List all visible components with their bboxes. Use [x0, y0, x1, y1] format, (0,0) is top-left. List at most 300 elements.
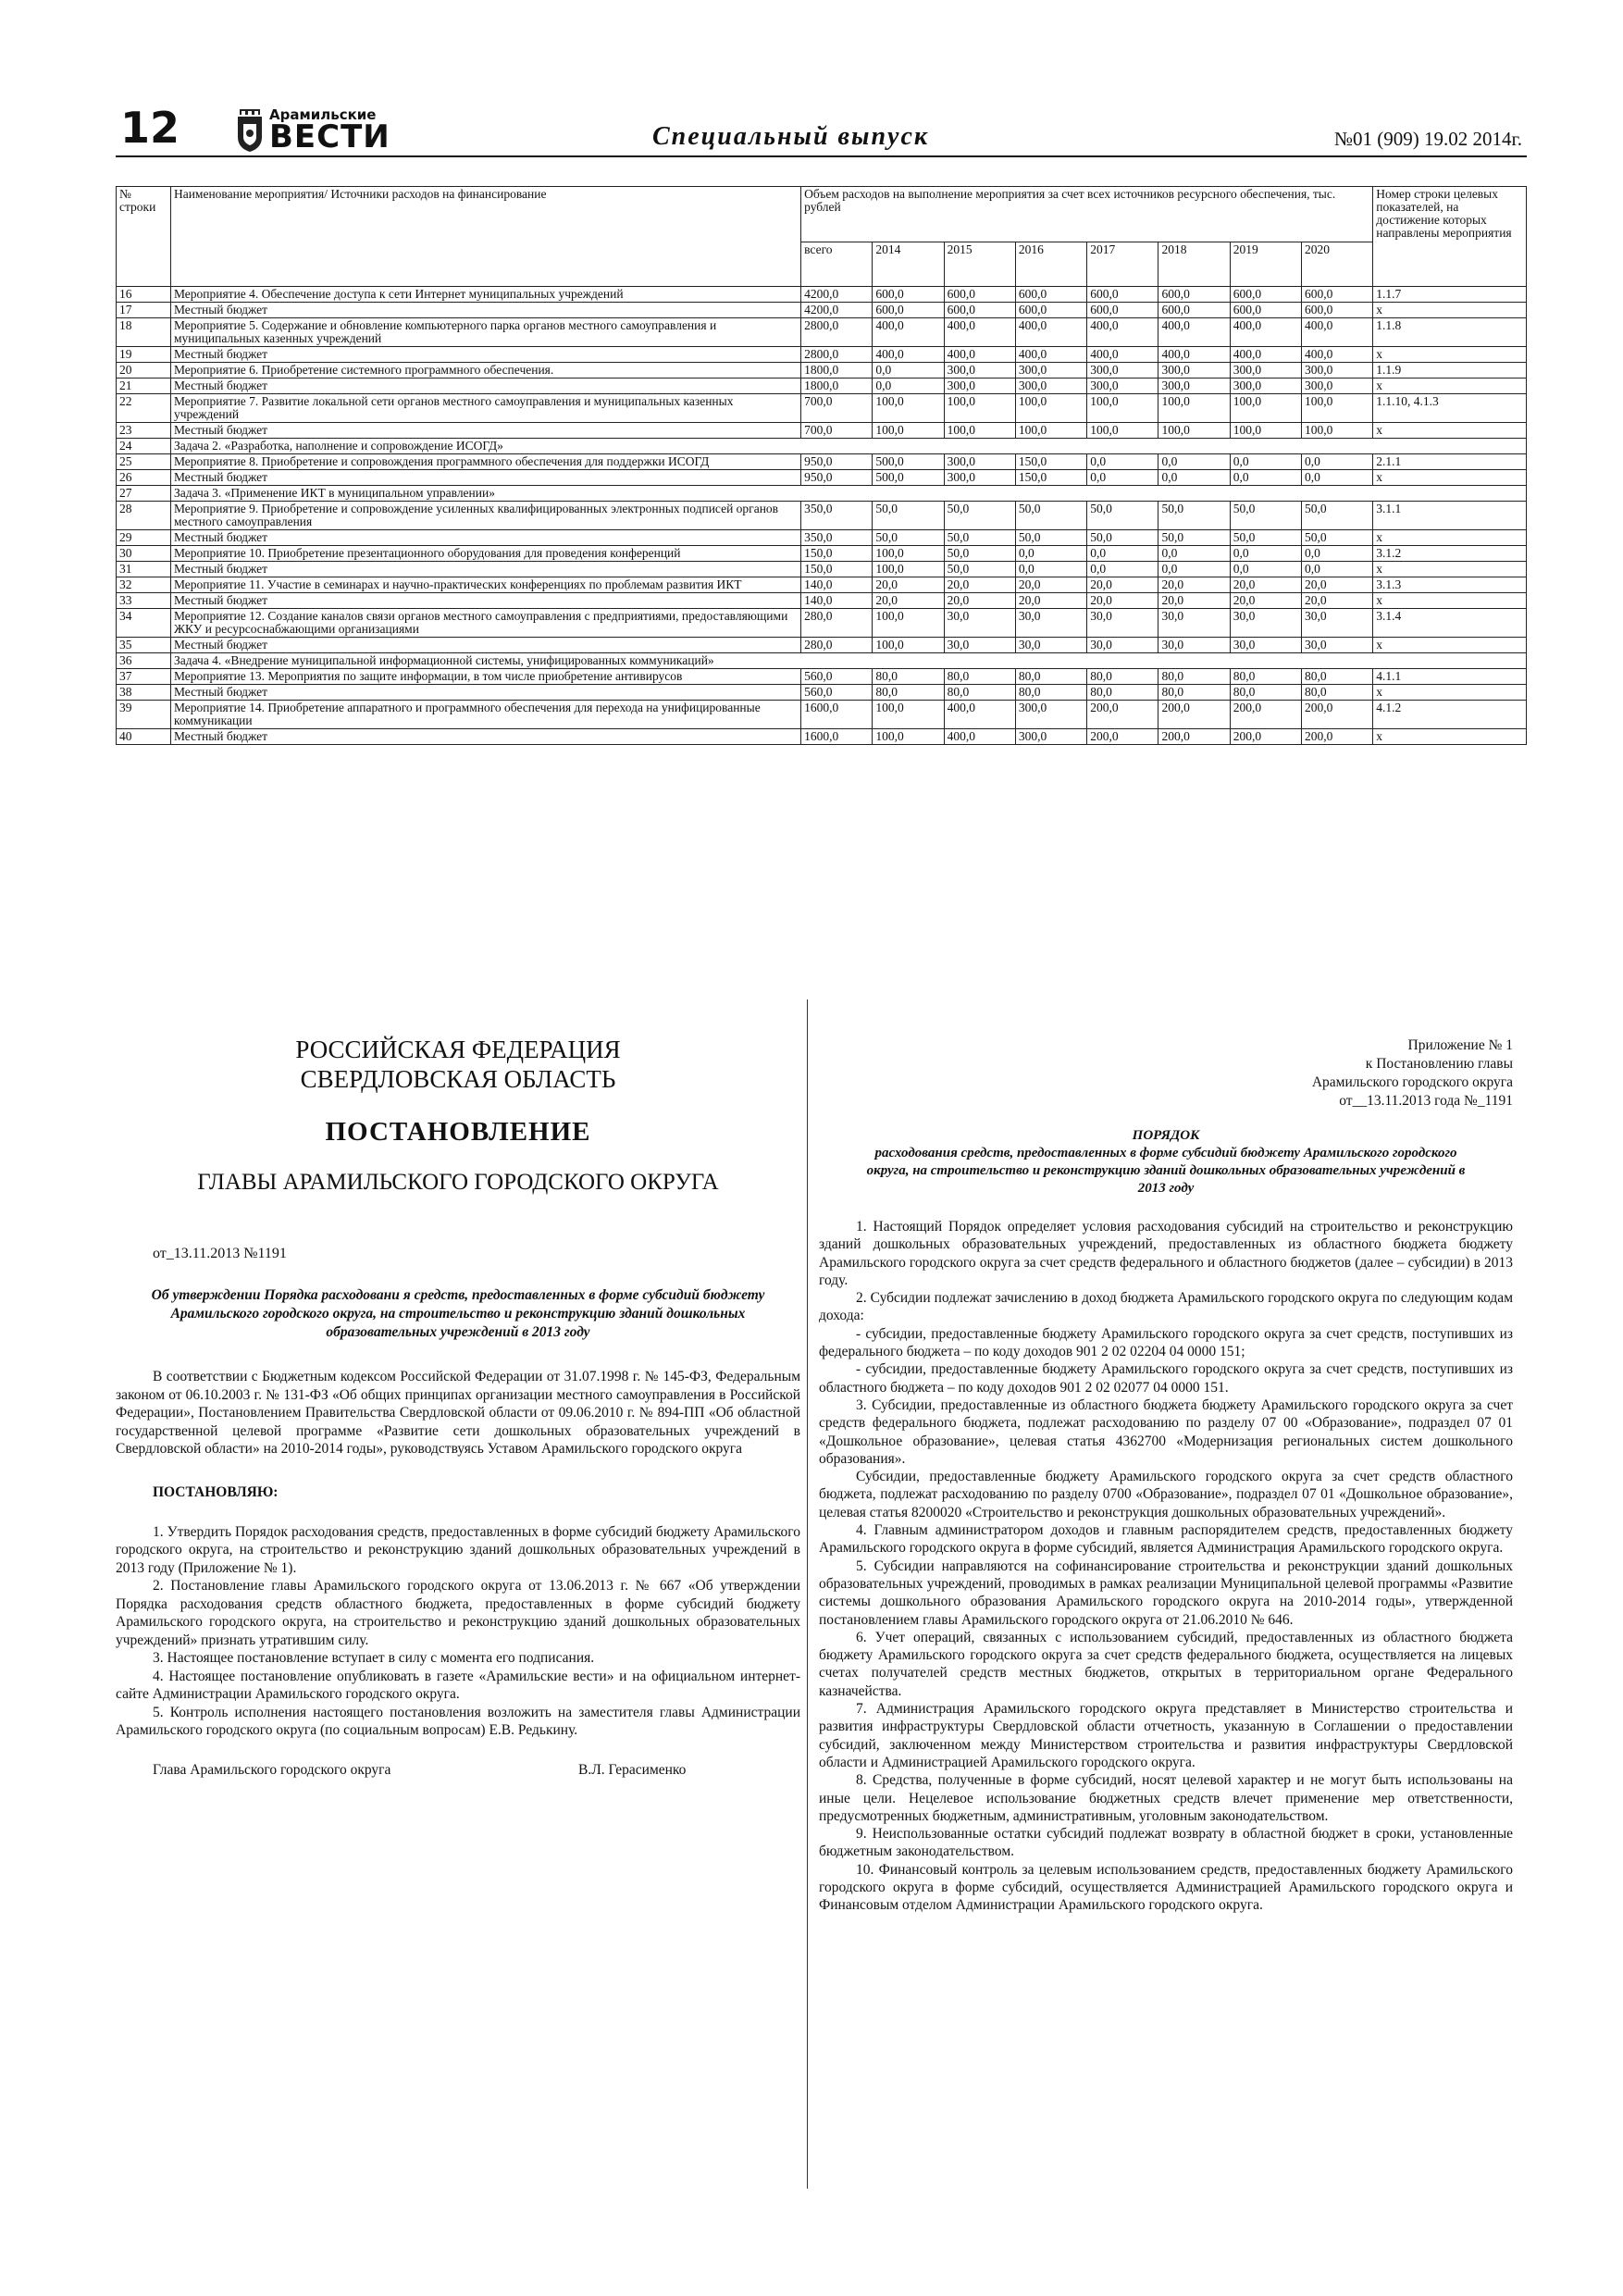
value-cell: 100,0 [1015, 394, 1086, 423]
target-cell: x [1373, 562, 1527, 577]
target-cell: x [1373, 470, 1527, 486]
newspaper-logo [236, 105, 390, 155]
value-cell: 400,0 [1158, 318, 1230, 347]
header-year: 2015 [944, 242, 1015, 287]
value-cell: 150,0 [801, 546, 873, 562]
decree-preamble: В соответствии с Бюджетным кодексом Российской Федерации от 31.07.1998 г. № 145-ФЗ, Федеральным законом от 06.10.2003 г. № 131-ФЗ «Об общих принципах организации местного самоуправления в Российской Федерации», Постановлением Правительства Свердловской области от 09.06.2010 г. № 894-ПП «Об областной государственной целевой программе «Развитие сети дошкольных образовательных учреждений в Свердловской области» на 2010-2014 годы», руководствуясь Уставом Арамильского городского округа [116, 1369, 800, 1457]
value-cell: 0,0 [1158, 562, 1230, 577]
value-cell: 50,0 [1158, 502, 1230, 530]
value-cell: 200,0 [1158, 701, 1230, 729]
value-cell: 400,0 [944, 347, 1015, 363]
value-cell: 200,0 [1230, 701, 1301, 729]
value-cell: 20,0 [1087, 593, 1158, 609]
table-row [117, 562, 1527, 577]
target-cell: x [1373, 423, 1527, 439]
value-cell: 560,0 [801, 685, 873, 701]
value-cell: 50,0 [944, 530, 1015, 546]
header-row-no: № строки [117, 187, 171, 287]
activity-name-cell: Мероприятие 12. Создание каналов связи органов местного самоуправления с предприятиями, предоставляющими ЖКУ и ресурсоснабжающими организациями [170, 609, 800, 638]
decree-date-number: от_13.11.2013 №1191 [153, 1246, 287, 1261]
value-cell: 1600,0 [801, 701, 873, 729]
value-cell: 80,0 [1015, 685, 1086, 701]
row-number-cell: 39 [117, 701, 171, 729]
value-cell: 200,0 [1158, 729, 1230, 745]
value-cell: 50,0 [1087, 502, 1158, 530]
row-number-cell: 20 [117, 363, 171, 379]
activity-name-cell: Местный бюджет [170, 729, 800, 745]
value-cell: 140,0 [801, 577, 873, 593]
table-task-row [117, 486, 1527, 502]
value-cell: 30,0 [1158, 609, 1230, 638]
value-cell: 600,0 [1158, 287, 1230, 303]
activity-name-cell: Местный бюджет [170, 562, 800, 577]
value-cell: 0,0 [873, 379, 944, 394]
value-cell: 600,0 [873, 287, 944, 303]
header-year: 2016 [1015, 242, 1086, 287]
row-number-cell: 25 [117, 454, 171, 470]
header-year: 2018 [1158, 242, 1230, 287]
value-cell: 100,0 [1158, 394, 1230, 423]
value-cell: 300,0 [1158, 379, 1230, 394]
table-row [117, 638, 1527, 653]
activity-name-cell: Мероприятие 9. Приобретение и сопровождение усиленных квалифицированных электронных подписей органов местного самоуправления [170, 502, 800, 530]
value-cell: 0,0 [1301, 562, 1372, 577]
signature-name: В.Л. Герасименко [578, 1761, 687, 1778]
value-cell: 600,0 [1301, 303, 1372, 318]
value-cell: 0,0 [1230, 454, 1301, 470]
row-number-cell: 27 [117, 486, 171, 502]
value-cell: 300,0 [944, 363, 1015, 379]
header-volume: Объем расходов на выполнение мероприятия за счет всех источников ресурсного обеспечения, тыс. рублей [801, 187, 1373, 242]
value-cell: 50,0 [873, 530, 944, 546]
target-cell: x [1373, 379, 1527, 394]
task-cell: Задача 4. «Внедрение муниципальной информационной системы, унифицированных коммуникаций» [170, 653, 1526, 669]
value-cell: 300,0 [1301, 363, 1372, 379]
page-header [116, 102, 1527, 159]
value-cell: 100,0 [873, 729, 944, 745]
table-row [117, 530, 1527, 546]
value-cell: 400,0 [1015, 347, 1086, 363]
value-cell: 20,0 [1087, 577, 1158, 593]
row-number-cell: 28 [117, 502, 171, 530]
value-cell: 500,0 [873, 470, 944, 486]
value-cell: 1800,0 [801, 363, 873, 379]
target-cell: 3.1.1 [1373, 502, 1527, 530]
activity-name-cell: Местный бюджет [170, 470, 800, 486]
signature-block [116, 1762, 800, 1779]
task-cell: Задача 2. «Разработка, наполнение и сопровождение ИСОГД» [170, 439, 1526, 454]
activity-name-cell: Мероприятие 13. Мероприятия по защите информации, в том числе приобретение антивирусов [170, 669, 800, 685]
value-cell: 50,0 [1230, 530, 1301, 546]
target-cell: x [1373, 638, 1527, 653]
activity-name-cell: Мероприятие 11. Участие в семинарах и научно-практических конференциях по проблемам развития ИКТ [170, 577, 800, 593]
value-cell: 0,0 [1087, 454, 1158, 470]
signature-role: Глава Арамильского городского округа [153, 1761, 391, 1778]
value-cell: 20,0 [1230, 593, 1301, 609]
value-cell: 950,0 [801, 454, 873, 470]
value-cell: 0,0 [1301, 470, 1372, 486]
procedure-paragraph: Субсидии, предоставленные бюджету Арамильского городского округа за счет средств областного бюджета, подлежат расходованию по разделу 0700 «Образование», подраздел 07 01 «Дошкольное образование», целевая статья 8200020 «Строительство и реконструкция дошкольных образовательных учреждений». [819, 1469, 1513, 1520]
appendix-line: Приложение № 1 [1407, 1037, 1513, 1053]
value-cell: 600,0 [873, 303, 944, 318]
value-cell: 150,0 [1015, 470, 1086, 486]
procedure-paragraph: 5. Субсидии направляются на софинансирование строительства и реконструкции зданий дошкольных образовательных учреждений, проводимых в рамках реализации Муниципальной целевой программы «Развитие системы дошкольного образования Арамильского городского округа на 2010-2014 годы», утвержденной постановлением главы Арамильского городского округа от 21.06.2010 № 646. [819, 1558, 1513, 1628]
procedure-paragraph: 10. Финансовый контроль за целевым использованием средств, предоставленных бюджету Арамильского городского округа в форме субсидий, осуществляется Администрацией Арамильского городского округа и Финансовым отделом Администрации Арамильского городского округа. [819, 1861, 1513, 1914]
value-cell: 0,0 [1015, 562, 1086, 577]
column-divider [807, 999, 808, 2189]
activity-name-cell: Местный бюджет [170, 638, 800, 653]
decree-item: 2. Постановление главы Арамильского городского округа от 13.06.2013 г. № 667 «Об утверждении Порядка расходования средств областного бюджета, предоставленных в форме субсидий бюджету Арамильского городского округа, на строительство и реконструкцию зданий дошкольных образовательных учреждений» признать утратившим силу. [116, 1578, 800, 1648]
value-cell: 50,0 [944, 546, 1015, 562]
program-activities-table [116, 186, 1527, 745]
row-number-cell: 26 [117, 470, 171, 486]
value-cell: 300,0 [1230, 379, 1301, 394]
table-row [117, 454, 1527, 470]
value-cell: 30,0 [1301, 609, 1372, 638]
target-cell: x [1373, 593, 1527, 609]
row-number-cell: 19 [117, 347, 171, 363]
decree-item: 4. Настоящее постановление опубликовать в газете «Арамильские вести» и на официальном интернет-сайте Администрации Арамильского городского округа. [116, 1668, 800, 1702]
value-cell: 300,0 [1087, 379, 1158, 394]
value-cell: 80,0 [1230, 685, 1301, 701]
value-cell: 80,0 [873, 669, 944, 685]
value-cell: 150,0 [801, 562, 873, 577]
value-cell: 50,0 [1301, 502, 1372, 530]
value-cell: 950,0 [801, 470, 873, 486]
value-cell: 560,0 [801, 669, 873, 685]
value-cell: 20,0 [1301, 577, 1372, 593]
header-year: 2019 [1230, 242, 1301, 287]
target-cell: 4.1.1 [1373, 669, 1527, 685]
value-cell: 80,0 [1087, 669, 1158, 685]
header-year: 2017 [1087, 242, 1158, 287]
activity-name-cell: Местный бюджет [170, 593, 800, 609]
value-cell: 300,0 [1015, 379, 1086, 394]
table-row [117, 685, 1527, 701]
value-cell: 80,0 [944, 685, 1015, 701]
value-cell: 400,0 [873, 318, 944, 347]
row-number-cell: 24 [117, 439, 171, 454]
value-cell: 30,0 [944, 638, 1015, 653]
value-cell: 50,0 [1301, 530, 1372, 546]
target-cell: 3.1.4 [1373, 609, 1527, 638]
appendix-line: к Постановлению главы [1365, 1056, 1513, 1072]
logo-small-text: Арамильские [269, 106, 377, 123]
value-cell: 20,0 [873, 577, 944, 593]
row-number-cell: 40 [117, 729, 171, 745]
value-cell: 350,0 [801, 530, 873, 546]
header-rule [116, 155, 1527, 157]
table-row [117, 669, 1527, 685]
value-cell: 100,0 [873, 394, 944, 423]
procedure-paragraph: 9. Неиспользованные остатки субсидий подлежат возврату в областной бюджет в сроки, установленные бюджетным законодательством. [819, 1826, 1513, 1860]
activity-name-cell: Мероприятие 7. Развитие локальной сети органов местного самоуправления и муниципальных казенных учреждений [170, 394, 800, 423]
value-cell: 30,0 [1158, 638, 1230, 653]
activity-name-cell: Местный бюджет [170, 423, 800, 439]
table-row [117, 502, 1527, 530]
procedure-paragraph: 2. Субсидии подлежат зачислению в доход бюджета Арамильского городского округа по следующим кодам дохода: [819, 1290, 1513, 1324]
decree-item: 5. Контроль исполнения настоящего постановления возложить на заместителя главы Администрации Арамильского городского округа (по социальным вопросам) Е.В. Редькину. [116, 1704, 800, 1738]
table-row [117, 470, 1527, 486]
value-cell: 50,0 [944, 502, 1015, 530]
value-cell: 600,0 [1015, 287, 1086, 303]
value-cell: 20,0 [1158, 593, 1230, 609]
value-cell: 600,0 [944, 287, 1015, 303]
target-cell: 1.1.10, 4.1.3 [1373, 394, 1527, 423]
value-cell: 300,0 [1230, 363, 1301, 379]
table-row [117, 318, 1527, 347]
value-cell: 600,0 [1015, 303, 1086, 318]
value-cell: 0,0 [1301, 546, 1372, 562]
value-cell: 300,0 [1301, 379, 1372, 394]
value-cell: 100,0 [944, 423, 1015, 439]
table-row [117, 423, 1527, 439]
value-cell: 100,0 [873, 638, 944, 653]
value-cell: 20,0 [1015, 593, 1086, 609]
value-cell: 80,0 [1158, 685, 1230, 701]
region-line: СВЕРДЛОВСКАЯ ОБЛАСТЬ [300, 1065, 616, 1093]
value-cell: 400,0 [944, 318, 1015, 347]
value-cell: 400,0 [944, 729, 1015, 745]
value-cell: 100,0 [1087, 394, 1158, 423]
country-line: РОССИЙСКАЯ ФЕДЕРАЦИЯ [295, 1036, 621, 1063]
row-number-cell: 21 [117, 379, 171, 394]
value-cell: 0,0 [1158, 470, 1230, 486]
decree-resolve: ПОСТАНОВЛЯЮ: [153, 1483, 279, 1500]
coat-of-arms-icon [236, 109, 264, 152]
value-cell: 100,0 [873, 423, 944, 439]
procedure-paragraph: 8. Средства, полученные в форме субсидий, носят целевой характер и не могут быть использованы на иные цели. Нецелевое использование бюджетных средств влечет применение мер ответственности, предусмотренных бюджетным, административным, уголовным законодательством. [819, 1772, 1513, 1824]
value-cell: 100,0 [1301, 394, 1372, 423]
decree-authority: ГЛАВЫ АРАМИЛЬСКОГО ГОРОДСКОГО ОКРУГА [197, 1170, 719, 1195]
value-cell: 100,0 [1230, 394, 1301, 423]
procedure-paragraph: 6. Учет операций, связанных с использованием субсидий, предоставленных из областного бюджета бюджету Арамильского городского округа за счет средств федерального бюджета, осуществляется на лицевых счетах получателей средств местных бюджетов, открытых в территориальном органе Федерального казначейства. [819, 1629, 1513, 1699]
value-cell: 600,0 [944, 303, 1015, 318]
decree-header [116, 1035, 800, 1094]
activity-name-cell: Мероприятие 14. Приобретение аппаратного и программного обеспечения для перехода на унифицированные коммуникации [170, 701, 800, 729]
value-cell: 400,0 [1230, 318, 1301, 347]
value-cell: 100,0 [873, 701, 944, 729]
target-cell: 4.1.2 [1373, 701, 1527, 729]
procedure-paragraph: 7. Администрация Арамильского городского округа представляет в Министерство строительства и развития инфраструктуры Свердловской области отчетность, указанную в Соглашении о предоставлении субсидий, заключенном между Министерством строительства и развития инфраструктуры Свердловской области и Администрацией Арамильского городского округа. [819, 1701, 1513, 1770]
value-cell: 50,0 [1158, 530, 1230, 546]
value-cell: 400,0 [1015, 318, 1086, 347]
value-cell: 300,0 [944, 454, 1015, 470]
value-cell: 0,0 [1230, 546, 1301, 562]
decree-title: ПОСТАНОВЛЕНИЕ [325, 1117, 591, 1147]
table-task-row [117, 439, 1527, 454]
row-number-cell: 23 [117, 423, 171, 439]
value-cell: 600,0 [1230, 303, 1301, 318]
value-cell: 300,0 [1015, 701, 1086, 729]
appendix-line: от__13.11.2013 года №_1191 [1339, 1093, 1513, 1109]
row-number-cell: 33 [117, 593, 171, 609]
target-cell: x [1373, 303, 1527, 318]
procedure-heading: ПОРЯДОК [1132, 1128, 1200, 1143]
value-cell: 100,0 [1015, 423, 1086, 439]
value-cell: 100,0 [944, 394, 1015, 423]
value-cell: 300,0 [1015, 363, 1086, 379]
value-cell: 300,0 [1158, 363, 1230, 379]
value-cell: 50,0 [944, 562, 1015, 577]
header-year: всего [801, 242, 873, 287]
value-cell: 600,0 [1087, 287, 1158, 303]
value-cell: 0,0 [1301, 454, 1372, 470]
value-cell: 30,0 [1015, 609, 1086, 638]
value-cell: 100,0 [1301, 423, 1372, 439]
value-cell: 100,0 [1158, 423, 1230, 439]
procedure-paragraph: - субсидии, предоставленные бюджету Арамильского городского округа за счет средств, поступивших из федерального бюджета – по коду доходов 901 2 02 02204 04 0000 151; [819, 1325, 1513, 1360]
value-cell: 20,0 [873, 593, 944, 609]
value-cell: 0,0 [1230, 562, 1301, 577]
value-cell: 2800,0 [801, 318, 873, 347]
value-cell: 80,0 [1230, 669, 1301, 685]
activity-name-cell: Местный бюджет [170, 379, 800, 394]
value-cell: 0,0 [1087, 562, 1158, 577]
table-row [117, 593, 1527, 609]
value-cell: 80,0 [1301, 669, 1372, 685]
value-cell: 300,0 [944, 470, 1015, 486]
row-number-cell: 37 [117, 669, 171, 685]
value-cell: 400,0 [944, 701, 1015, 729]
table-row [117, 729, 1527, 745]
value-cell: 600,0 [1087, 303, 1158, 318]
decree-item: 3. Настоящее постановление вступает в силу с момента его подписания. [153, 1650, 595, 1666]
table-row [117, 363, 1527, 379]
value-cell: 0,0 [1230, 470, 1301, 486]
value-cell: 200,0 [1087, 729, 1158, 745]
value-cell: 80,0 [1158, 669, 1230, 685]
value-cell: 400,0 [1301, 318, 1372, 347]
logo-big-text: ВЕСТИ [269, 118, 390, 155]
procedure-paragraph: 4. Главным администратором доходов и главным распорядителем средств, предоставленных бюджету Арамильского городского округа в форме субсидий, является Администрация Арамильского городского округа. [819, 1522, 1513, 1557]
task-cell: Задача 3. «Применение ИКТ в муниципальном управлении» [170, 486, 1526, 502]
table-row [117, 577, 1527, 593]
value-cell: 30,0 [1087, 609, 1158, 638]
value-cell: 80,0 [1087, 685, 1158, 701]
activity-name-cell: Мероприятие 8. Приобретение и сопровождения программного обеспечения для поддержки ИСОГД [170, 454, 800, 470]
value-cell: 20,0 [1301, 593, 1372, 609]
row-number-cell: 22 [117, 394, 171, 423]
target-cell: x [1373, 729, 1527, 745]
table-row [117, 546, 1527, 562]
value-cell: 20,0 [944, 577, 1015, 593]
value-cell: 4200,0 [801, 303, 873, 318]
value-cell: 30,0 [1301, 638, 1372, 653]
value-cell: 300,0 [1015, 729, 1086, 745]
value-cell: 20,0 [1230, 577, 1301, 593]
table-row [117, 379, 1527, 394]
value-cell: 30,0 [1230, 609, 1301, 638]
activity-name-cell: Местный бюджет [170, 347, 800, 363]
value-cell: 200,0 [1301, 701, 1372, 729]
value-cell: 0,0 [1087, 470, 1158, 486]
value-cell: 100,0 [1230, 423, 1301, 439]
activity-name-cell: Мероприятие 6. Приобретение системного программного обеспечения. [170, 363, 800, 379]
row-number-cell: 38 [117, 685, 171, 701]
table-row [117, 303, 1527, 318]
page-number: 12 [120, 103, 180, 153]
target-cell: 2.1.1 [1373, 454, 1527, 470]
target-cell: x [1373, 347, 1527, 363]
value-cell: 400,0 [1158, 347, 1230, 363]
value-cell: 20,0 [1015, 577, 1086, 593]
target-cell: x [1373, 685, 1527, 701]
row-number-cell: 29 [117, 530, 171, 546]
activity-name-cell: Мероприятие 5. Содержание и обновление компьютерного парка органов местного самоуправления и муниципальных казенных учреждений [170, 318, 800, 347]
issue-info: №01 (909) 19.02 2014г. [1333, 128, 1522, 150]
row-number-cell: 34 [117, 609, 171, 638]
value-cell: 600,0 [1230, 287, 1301, 303]
header-year: 2014 [873, 242, 944, 287]
decree-subject: Об утверждении Порядка расходовани я средств, предоставленных в форме субсидий бюджету Арамильского городского округа, на строительство и реконструкцию зданий дошкольных образовательных учреждений в 2013 году [151, 1287, 765, 1340]
value-cell: 140,0 [801, 593, 873, 609]
decree-column [116, 1009, 800, 1779]
value-cell: 280,0 [801, 638, 873, 653]
value-cell: 80,0 [944, 669, 1015, 685]
value-cell: 600,0 [1301, 287, 1372, 303]
target-cell: 3.1.2 [1373, 546, 1527, 562]
row-number-cell: 35 [117, 638, 171, 653]
value-cell: 200,0 [1230, 729, 1301, 745]
activity-name-cell: Местный бюджет [170, 303, 800, 318]
value-cell: 30,0 [944, 609, 1015, 638]
activity-name-cell: Мероприятие 10. Приобретение презентационного оборудования для проведения конференций [170, 546, 800, 562]
value-cell: 50,0 [1015, 530, 1086, 546]
value-cell: 150,0 [1015, 454, 1086, 470]
value-cell: 2800,0 [801, 347, 873, 363]
activity-name-cell: Местный бюджет [170, 530, 800, 546]
value-cell: 50,0 [873, 502, 944, 530]
value-cell: 20,0 [1158, 577, 1230, 593]
value-cell: 80,0 [1015, 669, 1086, 685]
value-cell: 4200,0 [801, 287, 873, 303]
value-cell: 0,0 [1087, 546, 1158, 562]
value-cell: 400,0 [873, 347, 944, 363]
value-cell: 280,0 [801, 609, 873, 638]
value-cell: 600,0 [1158, 303, 1230, 318]
table-header-row [117, 187, 1527, 242]
appendix-column [819, 1036, 1513, 1915]
value-cell: 100,0 [873, 609, 944, 638]
procedure-paragraph: 3. Субсидии, предоставленные из областного бюджета бюджету Арамильского городского округа за счет средств федерального бюджета, подлежат расходованию по разделу 07 00 «Образование», подраздел 07 01 «Дошкольное образование», целевая статья 4362700 «Модернизация региональных систем дошкольного образования». [819, 1396, 1513, 1467]
table-row [117, 609, 1527, 638]
value-cell: 100,0 [873, 562, 944, 577]
header-year: 2020 [1301, 242, 1372, 287]
procedure-paragraph: 1. Настоящий Порядок определяет условия расходования субсидий на строительство и реконструкцию зданий дошкольных образовательных учреждений, предоставленных из областного бюджета бюджету Арамильского городского округа за счет средств федерального и областного бюджетов (далее – субсидии) в 2013 году. [819, 1219, 1513, 1288]
activity-name-cell: Мероприятие 4. Обеспечение доступа к сети Интернет муниципальных учреждений [170, 287, 800, 303]
table-row [117, 701, 1527, 729]
value-cell: 0,0 [1015, 546, 1086, 562]
value-cell: 80,0 [873, 685, 944, 701]
decree-item: 1. Утвердить Порядок расходования средств, предоставленных в форме субсидий бюджету Арамильского городского округа, на строительство и реконструкцию зданий дошкольных образовательных учреждений в 2013 году (Приложение № 1). [116, 1523, 800, 1576]
table-body [117, 287, 1527, 745]
value-cell: 30,0 [1087, 638, 1158, 653]
row-number-cell: 17 [117, 303, 171, 318]
activity-name-cell: Местный бюджет [170, 685, 800, 701]
value-cell: 80,0 [1301, 685, 1372, 701]
value-cell: 0,0 [1158, 454, 1230, 470]
target-cell: 1.1.8 [1373, 318, 1527, 347]
row-number-cell: 36 [117, 653, 171, 669]
value-cell: 350,0 [801, 502, 873, 530]
value-cell: 0,0 [1158, 546, 1230, 562]
row-number-cell: 30 [117, 546, 171, 562]
row-number-cell: 18 [117, 318, 171, 347]
value-cell: 100,0 [873, 546, 944, 562]
appendix-reference [819, 1036, 1513, 1111]
value-cell: 50,0 [1087, 530, 1158, 546]
